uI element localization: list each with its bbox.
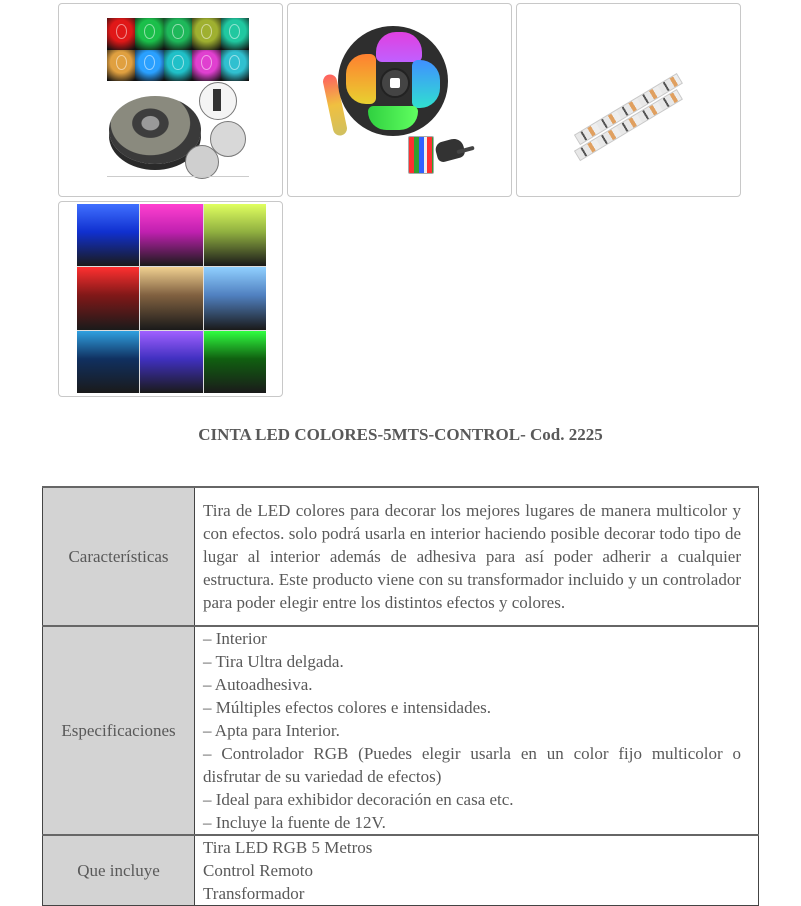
product-image-3[interactable] xyxy=(516,3,741,197)
color-swatch xyxy=(164,18,192,50)
row-label: Características xyxy=(43,487,195,626)
room-photo xyxy=(77,331,139,393)
product-image-1[interactable] xyxy=(58,3,283,197)
power-adapter-image xyxy=(434,137,466,164)
row-label: Especificaciones xyxy=(43,626,195,835)
rgb-led-reel-image xyxy=(338,26,448,136)
room-photo xyxy=(77,267,139,329)
color-swatch-grid xyxy=(107,18,249,81)
product-image-2[interactable] xyxy=(287,3,512,197)
room-photo xyxy=(204,267,266,329)
table-row-que-incluye xyxy=(43,835,759,906)
color-swatch xyxy=(192,18,220,50)
remote-control-image xyxy=(408,136,434,174)
led-color-palette-image xyxy=(107,18,249,178)
table-row-especificaciones xyxy=(43,626,759,835)
spec-item: – Tira Ultra delgada. xyxy=(203,652,344,671)
color-swatch xyxy=(192,50,220,82)
spec-item: – Múltiples efectos colores e intensidades. xyxy=(203,698,491,717)
room-ambience-grid xyxy=(77,204,266,393)
included-item: Transformador xyxy=(203,884,305,903)
room-photo xyxy=(204,331,266,393)
color-swatch xyxy=(135,18,163,50)
product-spec-table xyxy=(42,486,759,906)
connector-plug-detail xyxy=(185,145,219,179)
spec-item: – Incluye la fuente de 12V. xyxy=(203,813,386,832)
color-swatch xyxy=(221,18,249,50)
spec-item: – Apta para Interior. xyxy=(203,721,340,740)
included-items-list xyxy=(195,835,759,906)
color-swatch xyxy=(107,18,135,50)
spec-item: – Ideal para exhibidor decoración en casa etc. xyxy=(203,790,514,809)
spec-item: – Controlador RGB (Puedes elegir usarla en un color fijo multicolor o disfrutar de su variedad de efectos) xyxy=(203,744,741,786)
product-image-4[interactable] xyxy=(58,201,283,397)
room-photo xyxy=(140,267,202,329)
row-label: Que incluye xyxy=(43,835,195,906)
room-photo xyxy=(77,204,139,266)
spec-item: – Autoadhesiva. xyxy=(203,675,313,694)
connector-detail xyxy=(199,82,237,120)
specifications-list xyxy=(195,626,759,835)
room-photo xyxy=(140,331,202,393)
included-item: Control Remoto xyxy=(203,861,314,880)
room-photo xyxy=(140,204,202,266)
included-item: Tira LED RGB 5 Metros xyxy=(203,838,373,857)
color-swatch xyxy=(221,50,249,82)
room-photo xyxy=(204,204,266,266)
product-title: CINTA LED COLORES-5MTS-CONTROL- Cod. 2225 xyxy=(198,425,603,444)
table-row-caracteristicas xyxy=(43,487,759,626)
color-swatch xyxy=(135,50,163,82)
spec-item: – Interior xyxy=(203,629,267,648)
color-swatch xyxy=(107,50,135,82)
color-swatch xyxy=(164,50,192,82)
characteristics-text: Tira de LED colores para decorar los mejores lugares de manera multicolor y con efectos. solo podrá usarla en interior haciendo posible decorar todo tipo de lugar al interior además de adhesiva para así poder adherir a cualquier estructura. Este producto viene con su transformador incluido y un controlador para poder elegir entre los distintos efectos y colores. xyxy=(195,487,759,626)
